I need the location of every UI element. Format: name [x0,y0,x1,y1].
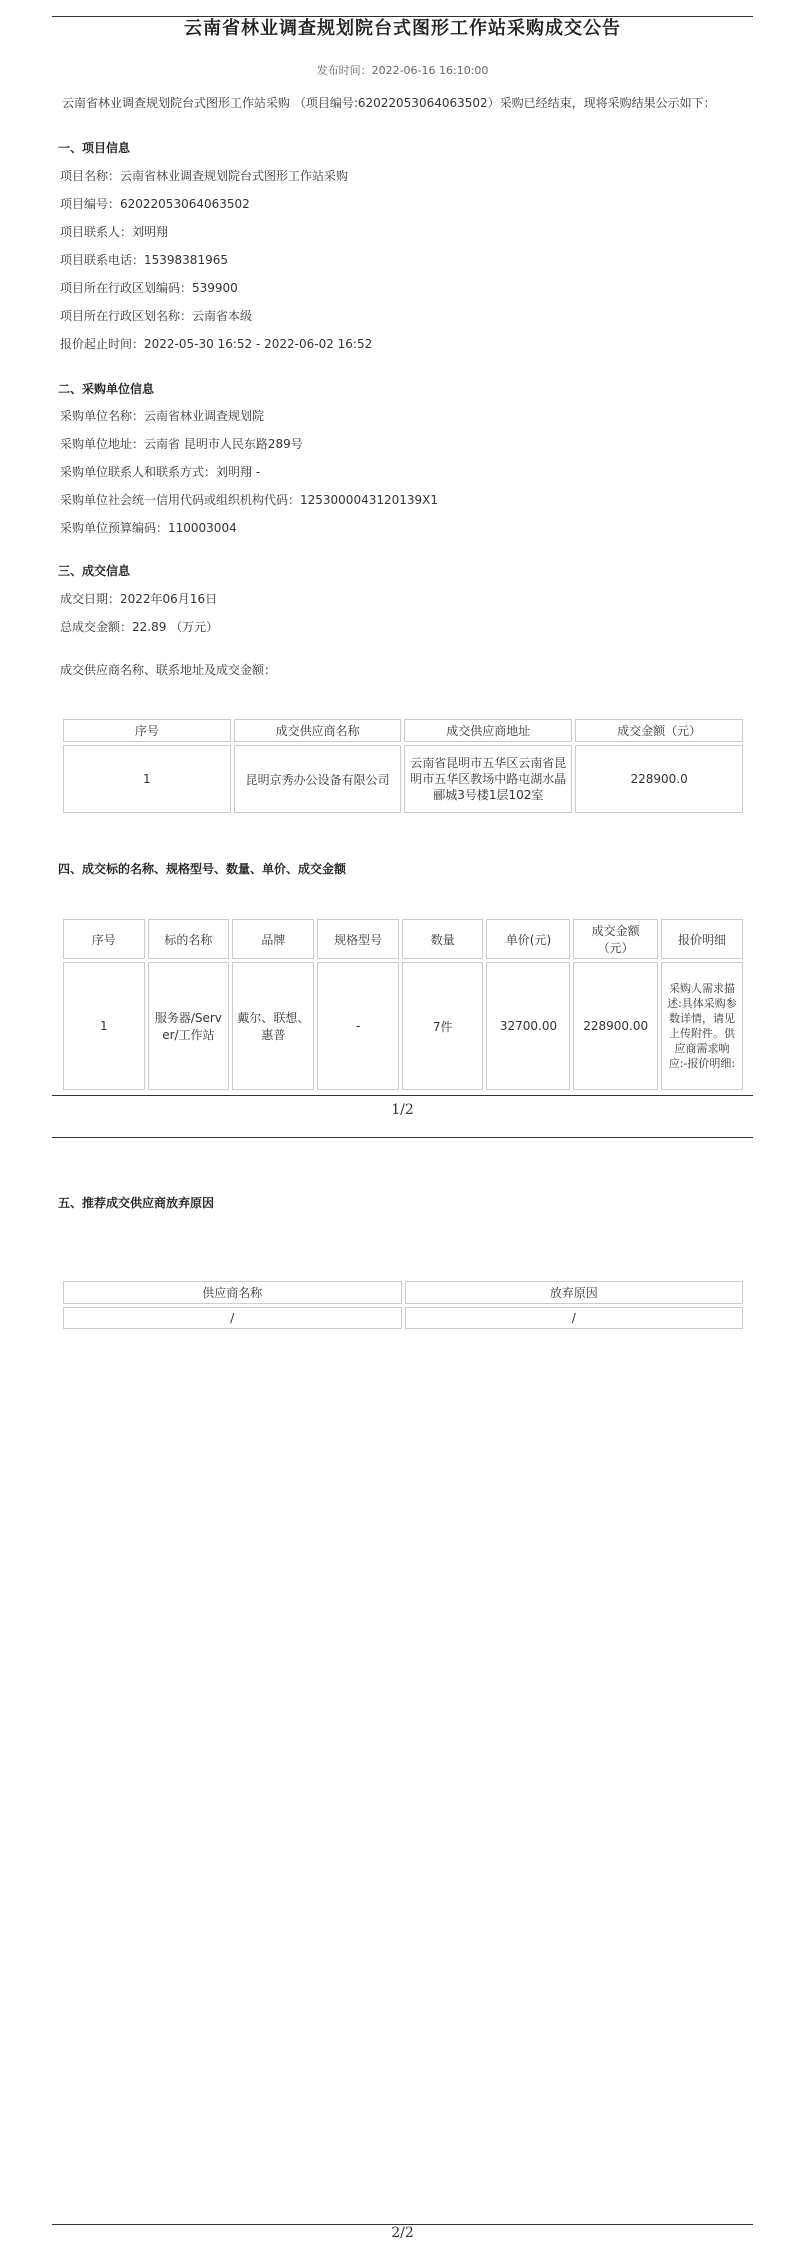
project-contact: 项目联系人：刘明翔 [60,225,169,239]
section-heading-purchaser: 二、采购单位信息 [58,382,155,396]
deal-total: 总成交金额：22.89 （万元） [60,620,219,634]
project-name: 项目名称：云南省林业调查规划院台式图形工作站采购 [60,169,349,183]
quote-period: 报价起止时间：2022-05-30 16:52 - 2022-06-02 16:52 [60,337,373,351]
table-header-cell: 序号 [63,919,145,959]
table-header-row [63,919,743,959]
table-header-cell: 报价明细 [661,919,743,959]
table-header-cell: 成交供应商地址 [404,719,572,742]
table-cell: 昆明京秀办公设备有限公司 [234,745,402,813]
publish-time: 发布时间：2022-06-16 16:10:00 [316,64,489,77]
table-row [63,1307,743,1329]
purchaser-address: 采购单位地址：云南省 昆明市人民东路289号 [60,437,303,451]
table-cell: 1 [63,745,231,813]
page-number: 1/2 [391,1102,414,1118]
table-header-cell: 放弃原因 [405,1281,744,1304]
table-cell: 228900.0 [575,745,743,813]
supplier-table [60,716,746,816]
table-header-cell: 成交金额（元） [575,719,743,742]
table-header-cell: 规格型号 [317,919,399,959]
table-cell: 戴尔、联想、惠普 [232,962,314,1090]
section-heading-deal: 三、成交信息 [58,564,131,578]
section-heading-items: 四、成交标的名称、规格型号、数量、单价、成交金额 [58,862,347,876]
table-header-cell: 数量 [402,919,484,959]
table-cell: 7件 [402,962,484,1090]
table-header-cell: 标的名称 [148,919,230,959]
supplier-caption: 成交供应商名称、联系地址及成交金额： [60,663,277,677]
purchaser-credit-code: 采购单位社会统一信用代码或组织机构代码：12530000431201​39X1 [60,493,439,507]
table-header-cell: 成交金额（元） [573,919,657,959]
page1-footer-rule-bottom [52,1137,753,1138]
table-header-cell: 单价(元) [486,919,570,959]
table-header-cell: 品牌 [232,919,314,959]
page1-footer-rule-top [52,1095,753,1096]
table-header-cell: 成交供应商名称 [234,719,402,742]
page-number: 2/2 [391,2225,414,2241]
project-phone: 项目联系电话：15398381965 [60,253,228,267]
table-header-cell: 序号 [63,719,231,742]
project-number: 项目编号：62022053064063502 [60,197,250,211]
table-header-cell: 供应商名称 [63,1281,402,1304]
table-cell: / [405,1307,744,1329]
table-row [63,962,743,1090]
table-cell: 32700.00 [486,962,570,1090]
section-heading-project: 一、项目信息 [58,141,131,155]
table-cell: 服务器/Server/工作站 [148,962,230,1090]
region-name: 项目所在行政区划名称：云南省本级 [60,309,253,323]
table-cell: - [317,962,399,1090]
table-cell: 228900.00 [573,962,657,1090]
table-header-row [63,1281,743,1304]
deal-date: 成交日期：2022年06月16日 [60,592,218,606]
purchaser-contact: 采购单位联系人和联系方式：刘明翔 - [60,465,261,479]
table-header-row [63,719,743,742]
page-title: 云南省林业调查规划院台式图形工作站采购成交公告 [184,18,621,39]
region-code: 项目所在行政区划编码：539900 [60,281,238,295]
section-heading-abandon: 五、推荐成交供应商放弃原因 [58,1196,215,1210]
table-cell: / [63,1307,402,1329]
items-table [60,916,746,1093]
table-cell: 采购人需求描述:具体采购参数详情，请见上传附件。供应商需求响应:-报价明细: [661,962,743,1090]
table-cell: 1 [63,962,145,1090]
table-row [63,745,743,813]
intro-text: 云南省林业调查规划院台式图形工作站采购 （项目编号:62022053064063502）采购已经结束，现将采购结果公示如下： [62,96,716,110]
purchaser-name: 采购单位名称：云南省林业调查规划院 [60,409,265,423]
table-cell: 云南省昆明市五华区云南省昆明市五华区教场中路屯湖水晶郦城3号楼1层102室 [404,745,572,813]
abandon-table [60,1278,746,1332]
purchaser-budget-code: 采购单位预算编码：110003004 [60,521,237,535]
